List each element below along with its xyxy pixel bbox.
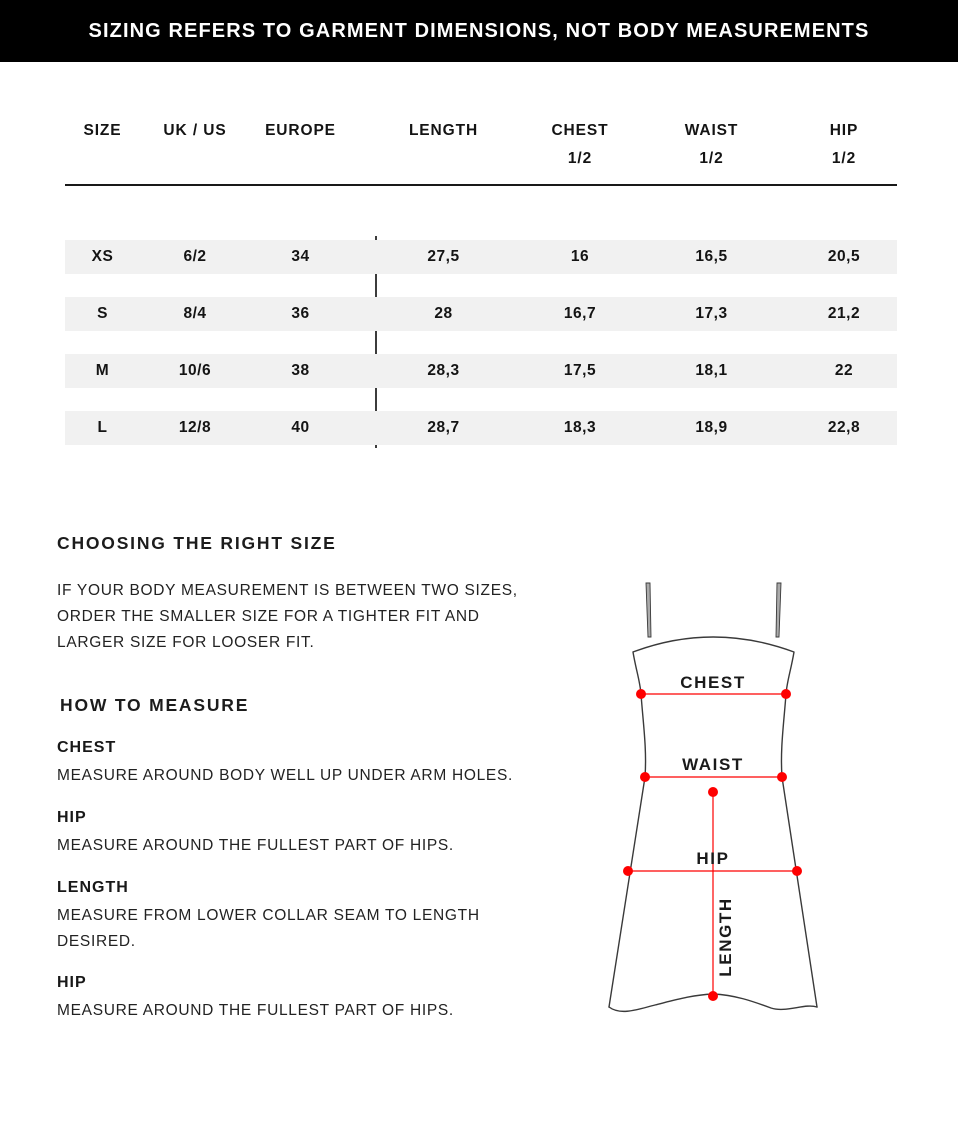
choosing-size-body [57, 578, 518, 656]
chest-dot-left [636, 689, 646, 699]
diagram-hip-label: HIP [696, 849, 730, 868]
column-header-ukus: UK / US [163, 122, 227, 139]
cell-size: M [95, 362, 110, 379]
cell-length: 28,7 [427, 419, 460, 436]
choosing-size-title: CHOOSING THE RIGHT SIZE [57, 533, 337, 553]
column-header-size: SIZE [83, 122, 122, 139]
measure-label: HIP [57, 974, 87, 991]
cell-hip: 20,5 [827, 248, 861, 265]
cell-waist: 18,9 [695, 419, 728, 436]
sizing-disclaimer-banner [0, 0, 958, 62]
cell-waist: 18,1 [695, 362, 728, 379]
measure-text: MEASURE AROUND THE FULLEST PART OF HIPS. [57, 837, 454, 854]
cell-chest: 17,5 [563, 362, 597, 379]
measure-item-hip [57, 808, 454, 859]
hip-dot-right [792, 866, 802, 876]
choosing-size-line: IF YOUR BODY MEASUREMENT IS BETWEEN TWO SIZES, [57, 582, 518, 599]
measure-text: MEASURE FROM LOWER COLLAR SEAM TO LENGTH DESIRED. [57, 907, 480, 950]
dress-measurement-diagram [585, 575, 835, 1025]
cell-chest: 18,3 [563, 419, 597, 436]
cell-ukus: 8/4 [183, 305, 207, 322]
measure-label: LENGTH [57, 879, 129, 896]
size-table [65, 112, 897, 436]
table-row-l [65, 411, 897, 445]
cell-length: 28,3 [427, 362, 460, 379]
chest-dot-right [781, 689, 791, 699]
cell-waist: 16,5 [695, 248, 728, 265]
cell-ukus: 10/6 [178, 362, 212, 379]
sizing-disclaimer-text: SIZING REFERS TO GARMENT DIMENSIONS, NOT BODY MEASUREMENTS [88, 19, 870, 42]
waist-dot-left [640, 772, 650, 782]
cell-hip: 22,8 [827, 419, 861, 436]
measure-label: HIP [57, 809, 87, 826]
cell-size: XS [91, 248, 114, 265]
cell-ukus: 12/8 [178, 419, 212, 436]
cell-waist: 17,3 [695, 305, 728, 322]
diagram-length-label: LENGTH [716, 897, 735, 977]
cell-size: S [97, 305, 108, 322]
table-row-xs [65, 240, 897, 274]
dress-strap-right [776, 583, 781, 637]
measure-text: MEASURE AROUND BODY WELL UP UNDER ARM HOLES. [57, 767, 513, 784]
measure-item-hip-2 [57, 973, 454, 1024]
column-header-waist: WAIST 1/2 [684, 122, 739, 167]
how-to-measure-title: HOW TO MEASURE [60, 695, 250, 715]
table-row-s [65, 297, 897, 331]
cell-hip: 22 [834, 362, 854, 379]
cell-europe: 36 [291, 305, 310, 322]
length-dot-top [708, 787, 718, 797]
header-divider-line [65, 184, 897, 186]
dress-diagram-svg [585, 575, 835, 1025]
dress-strap-left [646, 583, 651, 637]
length-dot-bottom [708, 991, 718, 1001]
column-header-hip: HIP 1/2 [829, 122, 859, 167]
diagram-waist-label: WAIST [682, 755, 744, 774]
column-header-europe: EUROPE [265, 122, 336, 139]
cell-europe: 38 [291, 362, 310, 379]
cell-length: 27,5 [427, 248, 460, 265]
cell-hip: 21,2 [827, 305, 861, 322]
measure-item-chest [57, 738, 513, 789]
size-table-rows [65, 240, 897, 468]
diagram-chest-label: CHEST [680, 673, 746, 692]
choosing-size-line: ORDER THE SMALLER SIZE FOR A TIGHTER FIT AND [57, 608, 480, 625]
cell-size: L [97, 419, 108, 436]
choosing-size-line: LARGER SIZE FOR LOOSER FIT. [57, 634, 315, 651]
cell-ukus: 6/2 [183, 248, 207, 265]
cell-europe: 40 [291, 419, 310, 436]
hip-dot-left [623, 866, 633, 876]
waist-dot-right [777, 772, 787, 782]
size-table-header [65, 112, 897, 173]
cell-length: 28 [434, 305, 453, 322]
table-row-m [65, 354, 897, 388]
column-header-chest: CHEST 1/2 [551, 122, 609, 167]
cell-chest: 16 [570, 248, 590, 265]
measure-item-length [57, 878, 522, 955]
cell-europe: 34 [291, 248, 310, 265]
measure-label: CHEST [57, 739, 117, 756]
cell-chest: 16,7 [563, 305, 597, 322]
column-header-length: LENGTH [408, 122, 479, 139]
measure-text: MEASURE AROUND THE FULLEST PART OF HIPS. [57, 1002, 454, 1019]
